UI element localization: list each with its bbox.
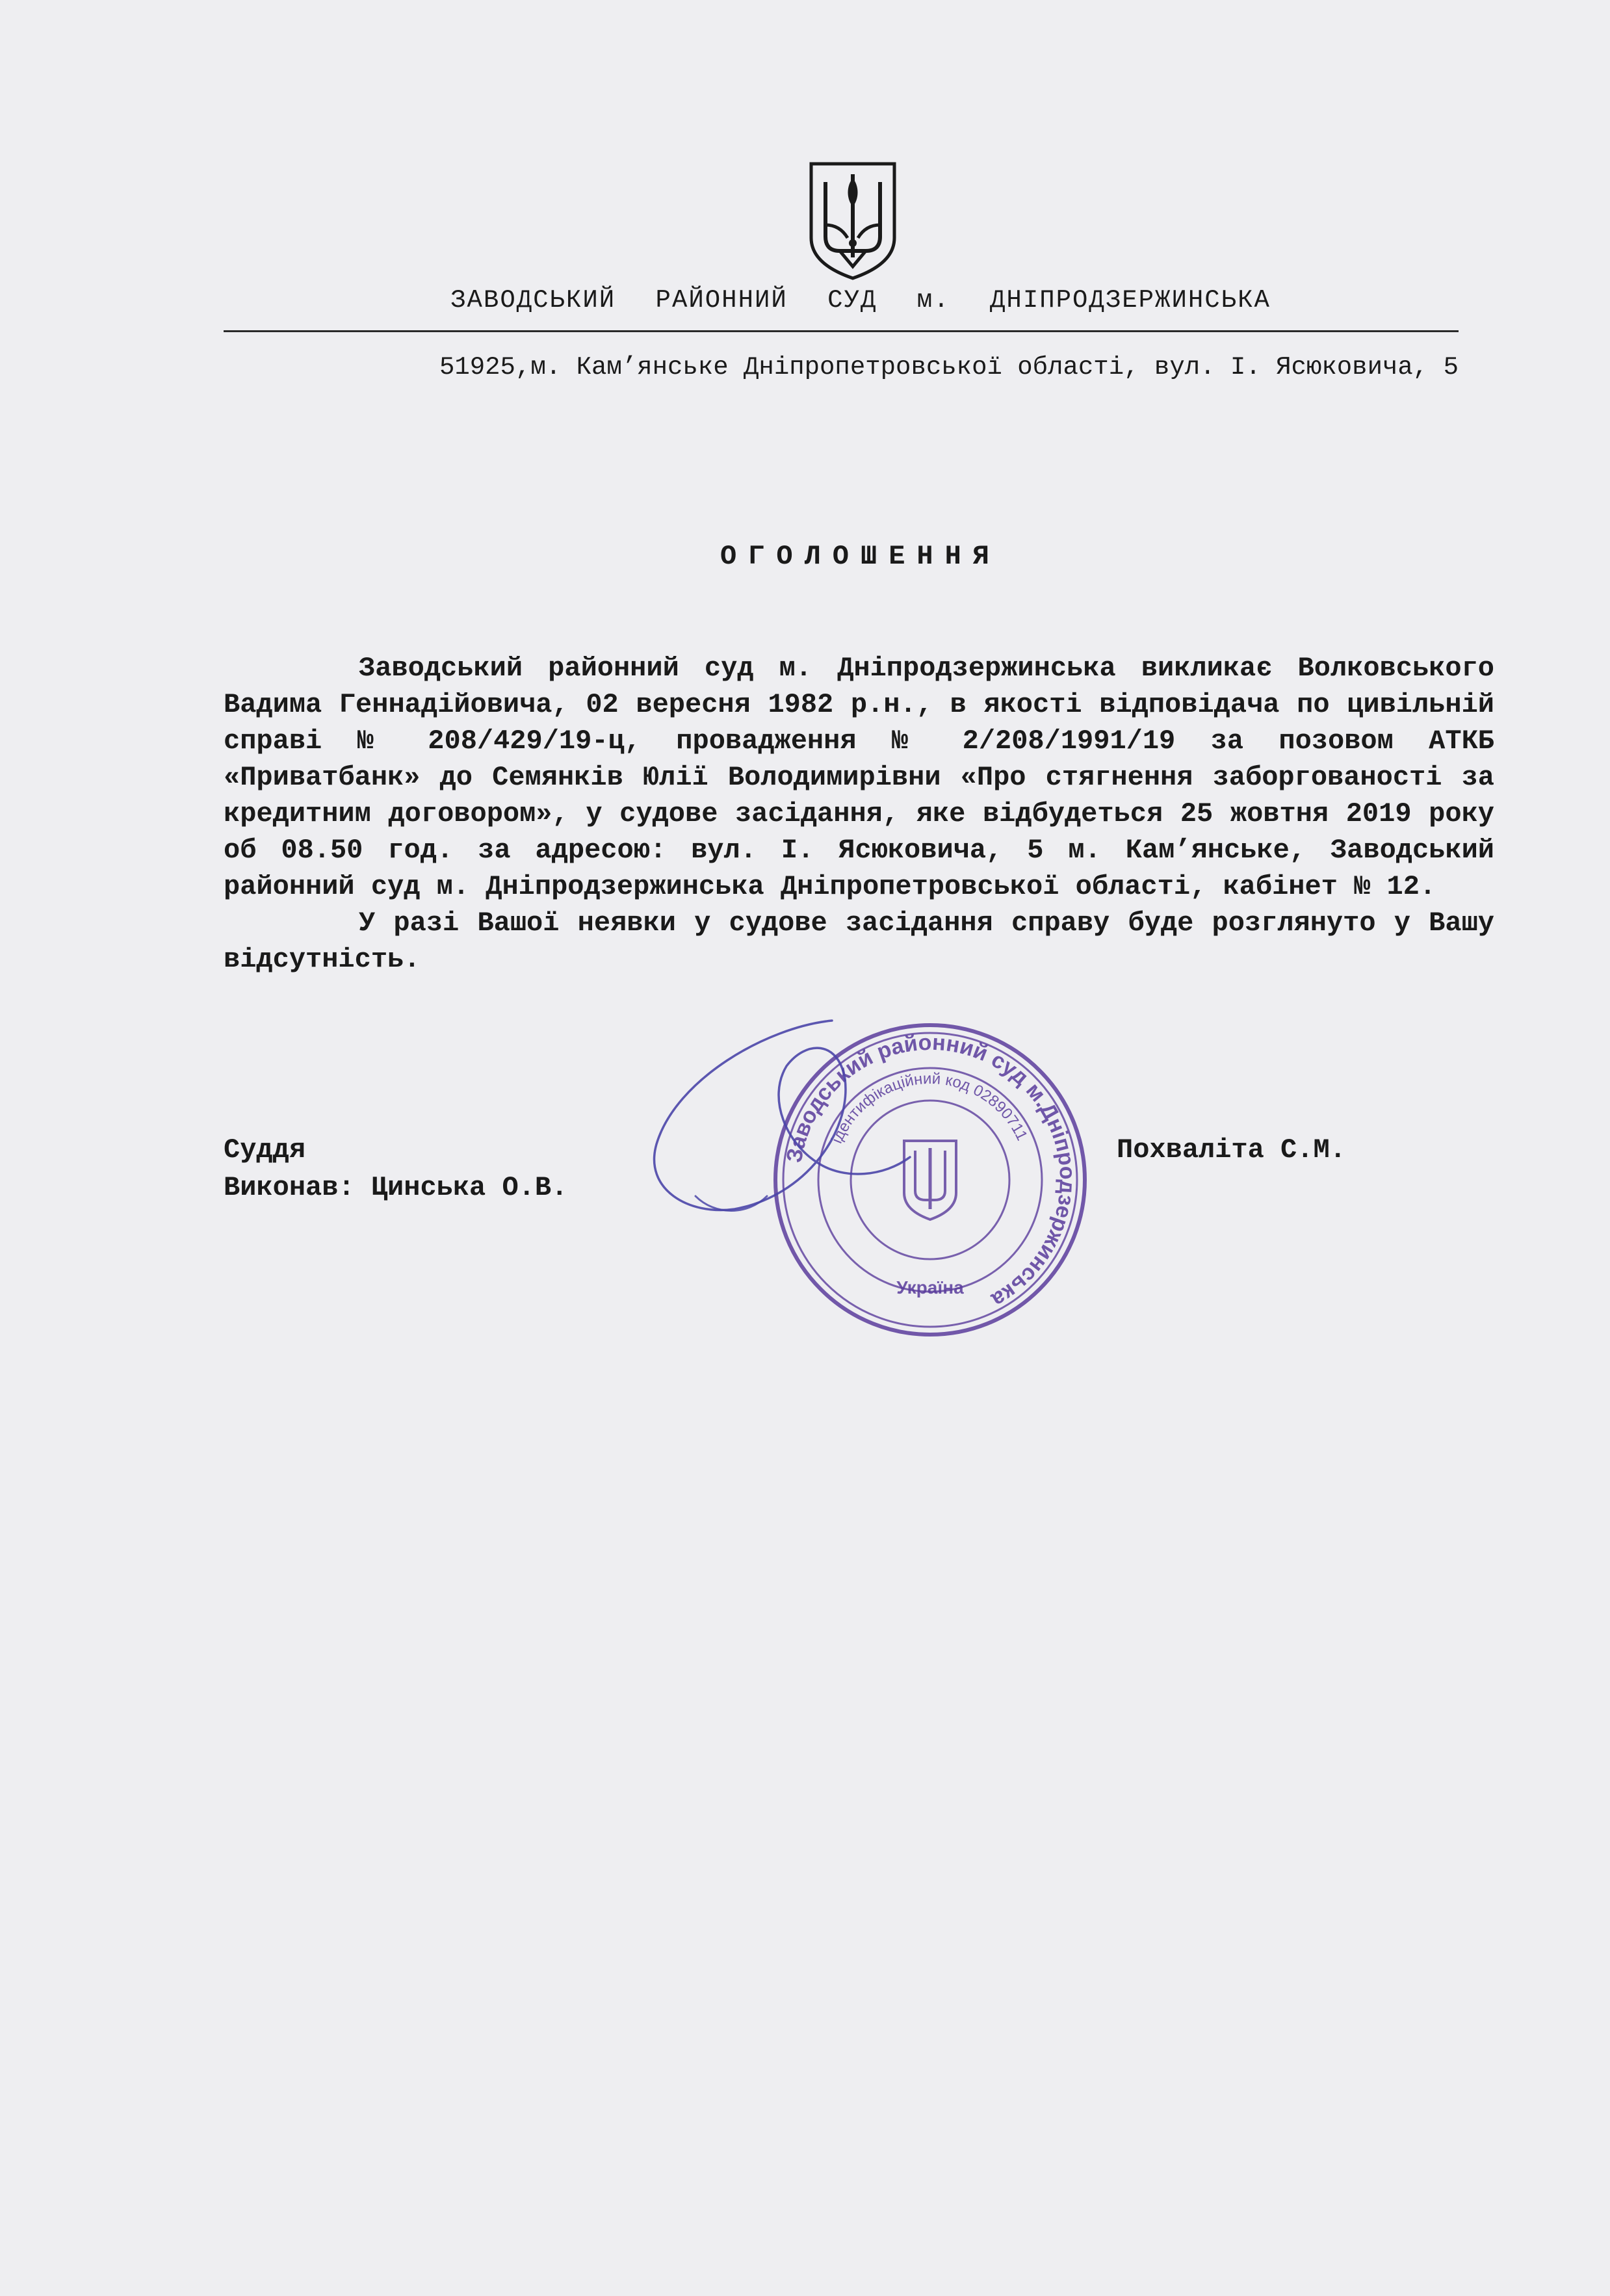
court-address: 51925,м. Кам’янське Дніпропетровської області, вул. І. Ясюковича, 5: [439, 353, 1459, 382]
signature-left: [224, 1131, 567, 1207]
stamp-outer-text: Заводський районний суд м.Дніпродзержинська: [781, 1030, 1080, 1312]
judge-label: Суддя: [224, 1134, 306, 1166]
document-title: ОГОЛОШЕННЯ: [720, 541, 1002, 572]
executor-line: Виконав: Цинська О.В.: [224, 1172, 568, 1203]
stamp-bottom-text: Україна: [896, 1277, 964, 1298]
coat-of-arms-icon: [807, 160, 898, 281]
court-name: ЗАВОДСЬКИЙ РАЙОННИЙ СУД м. ДНІПРОДЗЕРЖИНСЬКА: [450, 286, 1271, 315]
announcement-paragraph: У разі Вашої неявки у судове засідання справу буде розглянуто у Вашу відсутність.: [224, 907, 1494, 975]
announcement-paragraph: Заводський районний суд м. Дніпродзержинська викликає Волковського Вадима Геннадійовича, 02 вересня 1982 р.н., в якості відповідача по цивільній справі № 208/429/19-ц, провадження № 2/208/1991/19 за позовом АТКБ «Приватбанк» до Семянків Юлії Володимирівни «Про стягнення заборгованості за кредитним договором», у судове засідання, яке відбудеться 25 жовтня 2019 року об 08.50 год. за адресою: вул. І. Ясюковича, 5 м. Кам’янське, Заводський районний суд м. Дніпродзержинська Дніпропетровської області, кабінет № 12.: [224, 653, 1494, 902]
judge-name: Похваліта С.М.: [1117, 1134, 1346, 1166]
judge-signature: [637, 1001, 949, 1261]
stamp-inner-text: ідентифікаційний код 02890711: [827, 1069, 1031, 1146]
announcement-body: [224, 650, 1494, 978]
header-divider: [224, 330, 1459, 332]
